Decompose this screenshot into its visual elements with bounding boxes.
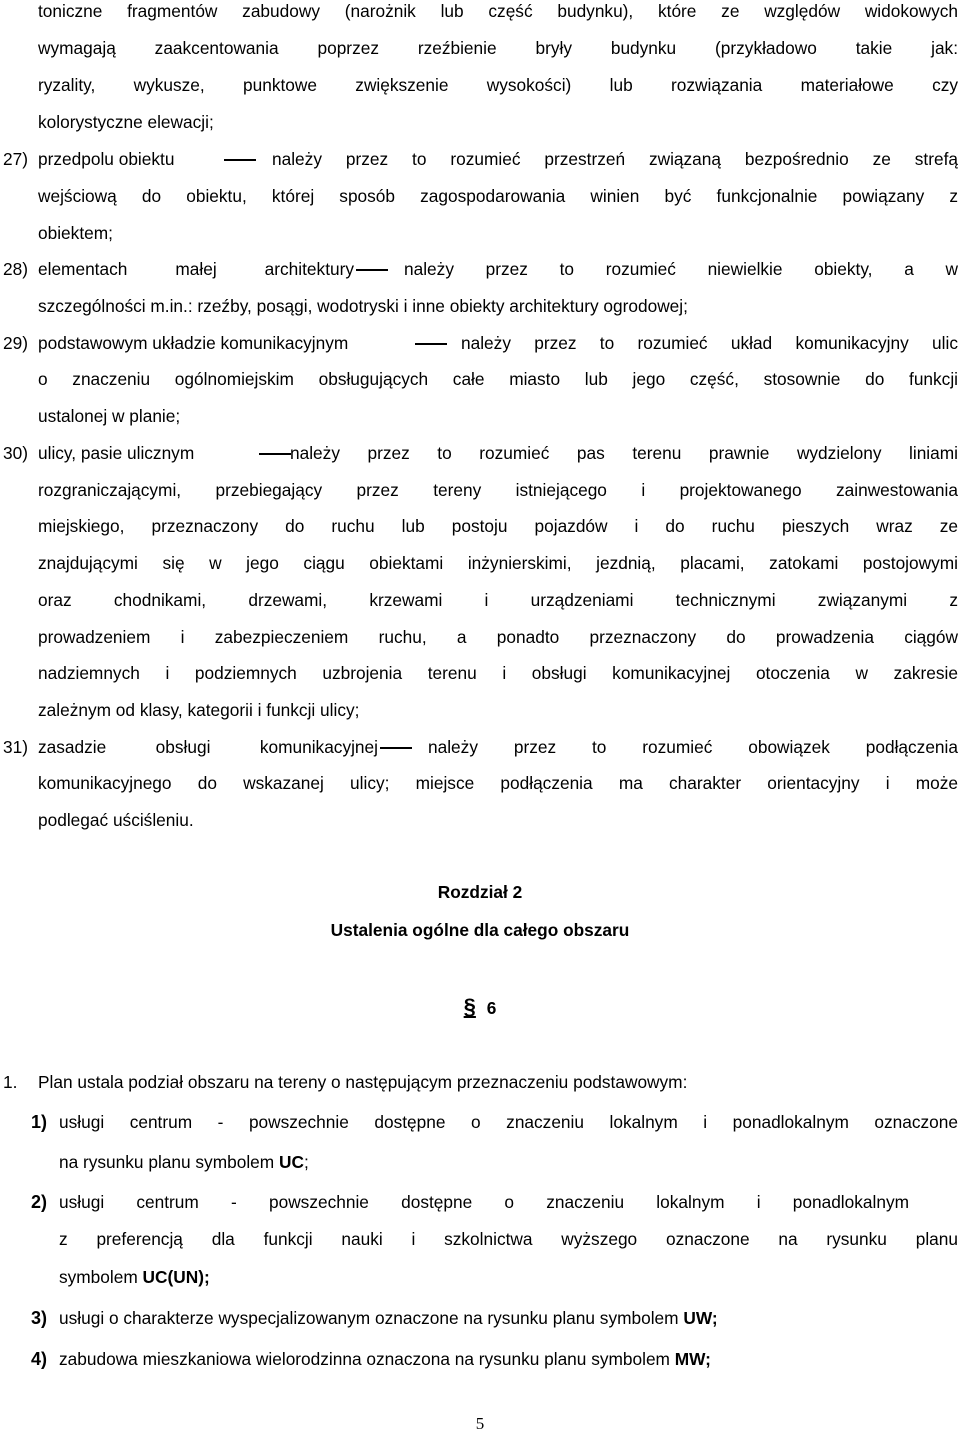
paragraph-text: Plan ustala podział obszaru na tereny o następującym przeznaczeniu podstawowym: [38, 1072, 688, 1092]
item-text-part: na rysunku planu symbolem [59, 1152, 279, 1172]
intro-line: kolorystyczne elewacji; [38, 112, 214, 132]
item-text [59, 1266, 210, 1288]
definition-text: należy przez to rozumieć obowiązek podłączenia [428, 737, 958, 757]
definition-term: elementach małej architektury [38, 259, 354, 279]
item-number: 2) [31, 1192, 48, 1212]
definition-text: podlegać uściśleniu. [38, 810, 194, 830]
definition-number: 28) [3, 259, 28, 279]
definition-text: należy przez to rozumieć niewielkie obiekty, a w [404, 259, 958, 279]
definition-number: 27) [3, 149, 28, 169]
definition-term: przedpolu obiektu [38, 149, 175, 169]
definition-text: ustalonej w planie; [38, 406, 181, 426]
item-text: usługi centrum - powszechnie dostępne o znaczeniu lokalnym i ponadlokalnym [59, 1192, 909, 1212]
definition-text: rozgraniczającymi, przebiegający przez tereny istniejącego i projektowanego zainwestowania [38, 480, 958, 500]
item-text [59, 1307, 718, 1329]
item-text-part: usługi o charakterze wyspecjalizowanym oznaczone na rysunku planu symbolem [59, 1308, 684, 1328]
definition-text: należy przez to rozumieć układ komunikacyjny ulic [461, 333, 958, 353]
page-number: 5 [475, 1414, 485, 1433]
definition-text: nadziemnych i podziemnych uzbrojenia terenu i obsługi komunikacyjnej otoczenia w zakresie [38, 663, 958, 683]
item-text: usługi centrum - powszechnie dostępne o znaczeniu lokalnym i ponadlokalnym oznaczone [59, 1112, 958, 1132]
zone-symbol: UC [278, 1152, 304, 1172]
item-text [59, 1151, 309, 1173]
chapter-subtitle: Ustalenia ogólne dla całego obszaru [330, 920, 630, 940]
section-sign: § [463, 994, 476, 1019]
zone-symbol: UC(UN); [142, 1267, 210, 1287]
definition-text: oraz chodnikami, drzewami, krzewami i urządzeniami technicznymi związanymi z [38, 590, 958, 610]
em-dash [415, 343, 447, 345]
definition-term: zasadzie obsługi komunikacyjnej [38, 737, 378, 757]
definition-text: obiektem; [38, 223, 113, 243]
item-text-part: zabudowa mieszkaniowa wielorodzinna oznaczona na rysunku planu symbolem [59, 1349, 675, 1369]
definition-term: podstawowym układzie komunikacyjnym [38, 333, 349, 353]
chapter-title: Rozdział 2 [437, 882, 523, 902]
definition-text: znajdującymi się w jego ciągu obiektami inżynierskimi, jezdnią, placami, zatokami postojowymi [38, 553, 958, 573]
item-text [59, 1348, 711, 1370]
section-number: 6 [486, 998, 497, 1018]
definition-text: prowadzeniem i zabezpieczeniem ruchu, a ponadto przeznaczony do prowadzenia ciągów [38, 627, 958, 647]
em-dash [356, 269, 388, 271]
intro-line: ryzality, wykusze, punktowe zwiększenie wysokości) lub rozwiązania materiałowe czy [38, 75, 958, 95]
em-dash [224, 159, 256, 161]
intro-line: wymagają zaakcentowania poprzez rzeźbienie bryły budynku (przykładowo takie jak: [38, 38, 958, 58]
item-number: 4) [31, 1349, 48, 1369]
item-text-part: symbolem [59, 1267, 143, 1287]
definition-text: miejskiego, przeznaczony do ruchu lub postoju pojazdów i do ruchu pieszych wraz ze [38, 516, 958, 536]
paragraph-number: 1. [3, 1072, 18, 1092]
definition-text: zależnym od klasy, kategorii i funkcji ulicy; [38, 700, 360, 720]
item-number: 1) [31, 1112, 48, 1132]
definition-text: szczególności m.in.: rzeźby, posągi, wodotryski i inne obiekty architektury ogrodowej; [38, 296, 688, 316]
zone-symbol: MW; [674, 1349, 711, 1369]
definition-text: komunikacyjnego do wskazanej ulicy; miejsce podłączenia ma charakter orientacyjny i może [38, 773, 958, 793]
definition-text: o znaczeniu ogólnomiejskim obsługujących całe miasto lub jego część, stosownie do funkcji [38, 369, 958, 389]
item-text: z preferencją dla funkcji nauki i szkolnictwa wyższego oznaczone na rysunku planu [59, 1229, 958, 1249]
definition-term: ulicy, pasie ulicznym [38, 443, 195, 463]
section-heading [0, 995, 960, 1020]
definition-text: należy przez to rozumieć pas terenu prawnie wydzielony liniami [290, 443, 958, 463]
definition-text: wejściową do obiektu, której sposób zagospodarowania winien być funkcjonalnie powiązany z [38, 186, 958, 206]
item-number: 3) [31, 1308, 48, 1328]
definition-number: 29) [3, 333, 28, 353]
definition-number: 30) [3, 443, 28, 463]
definition-text: należy przez to rozumieć przestrzeń związaną bezpośrednio ze strefą [272, 149, 958, 169]
em-dash [259, 453, 291, 455]
definition-number: 31) [3, 737, 28, 757]
em-dash [380, 747, 412, 749]
intro-line: toniczne fragmentów zabudowy (narożnik lub część budynku), które ze względów widokowych [38, 1, 958, 21]
zone-symbol: UW; [683, 1308, 718, 1328]
item-text-part: ; [303, 1152, 309, 1172]
